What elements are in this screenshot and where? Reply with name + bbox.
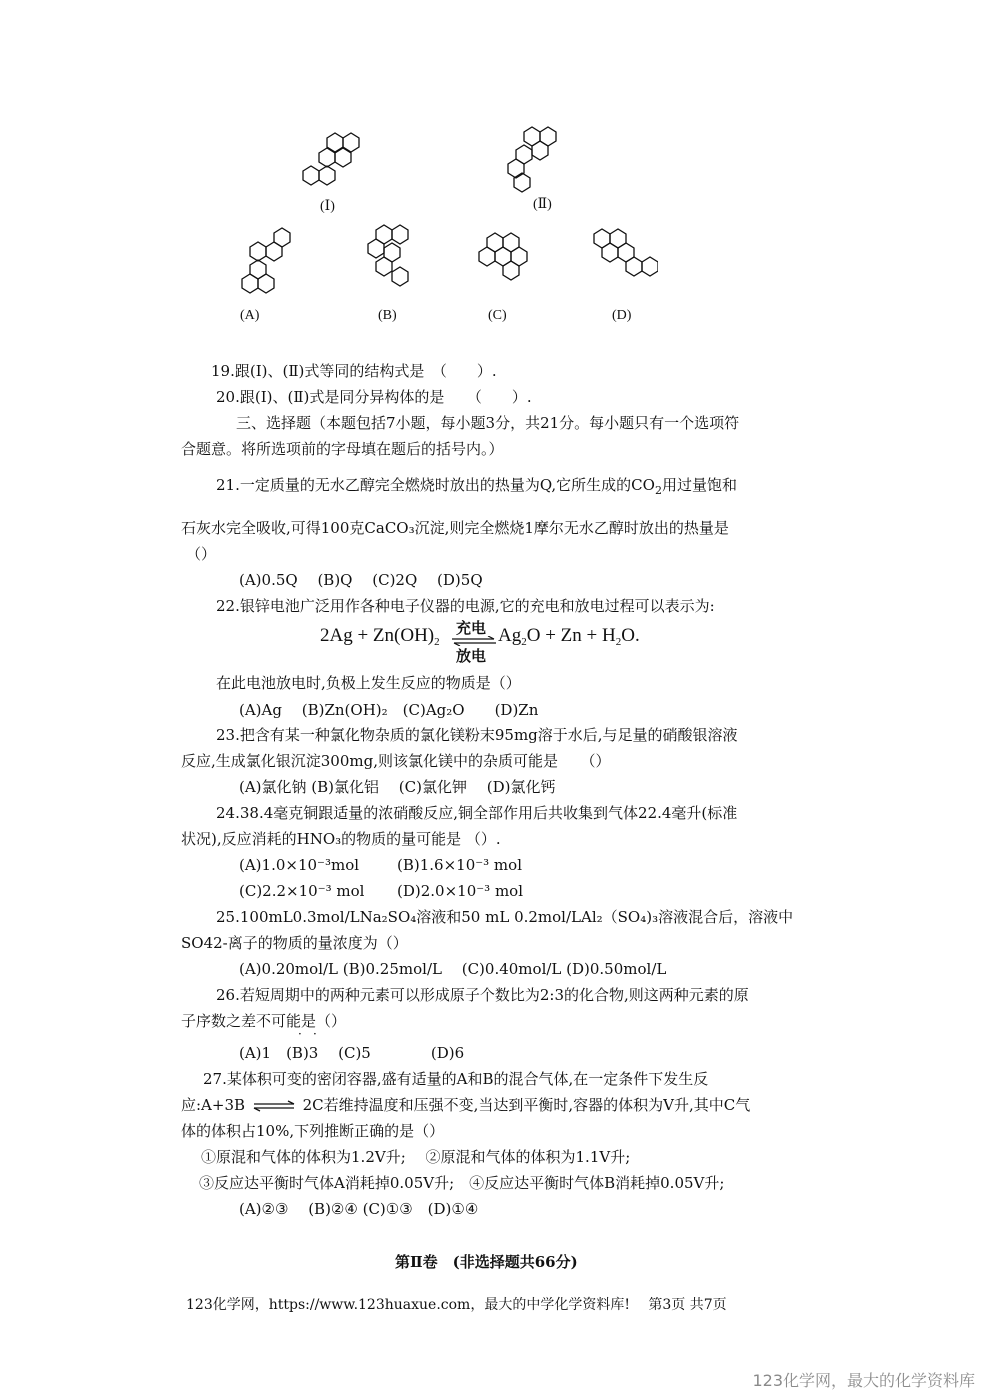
label-A: (A)	[240, 308, 260, 323]
page-footer: 123化学网，https://www.123huaxue.com，最大的中学化学资料库! 第3页 共7页	[186, 1297, 727, 1313]
question-24-option-d: (D)2.0×10⁻³ mol	[397, 882, 523, 900]
label-I: (Ⅰ)	[320, 199, 335, 214]
label-B: (B)	[378, 308, 397, 323]
q21-sub: 2	[654, 484, 662, 497]
question-24-option-c: (C)2.2×10⁻³ mol	[239, 882, 365, 900]
q27-eq-right: 2C若维持温度和压强不变,当达到平衡时,容器的体积为V升,其中C气	[302, 1096, 751, 1114]
question-23-options: (A)氯化钠 (B)氯化铝 (C)氯化钾 (D)氯化钙	[239, 778, 556, 796]
section-3-instructions-line2: 合题意。将所选项前的字母填在题后的括号内。）	[181, 440, 504, 458]
structure-I-figure	[296, 125, 376, 195]
question-26-options: (A)1 (B)3 (C)5 (D)6	[239, 1044, 465, 1062]
question-24-option-a: (A)1.0×10⁻³mol	[239, 856, 360, 874]
eq-left: 2Ag + Zn(OH)	[320, 625, 435, 646]
question-27-line3: 体的体积占10%,下列推断正确的是（）	[181, 1122, 445, 1140]
arrow-label-discharge: 放电	[456, 647, 487, 665]
question-21-line3: （）	[186, 545, 217, 563]
emphasis-dot: ·	[298, 1027, 302, 1041]
question-24-line1: 24.38.4毫克铜跟适量的浓硝酸反应,铜全部作用后共收集到气体22.4毫升(标准	[216, 804, 738, 822]
question-22-line1: 22.银锌电池广泛用作各种电子仪器的电源,它的充电和放电过程可以表示为:	[216, 597, 715, 615]
structure-II-figure	[500, 122, 570, 202]
question-25-options: (A)0.20mol/L (B)0.25mol/L (C)0.40mol/L (D)0.50mol/L	[239, 960, 667, 978]
part-2-title: 第Ⅱ卷 (非选择题共66分)	[395, 1253, 578, 1271]
question-27-statements-2: ③反应达平衡时气体A消耗掉0.05V升; ④反应达平衡时气体B消耗掉0.05V升;	[199, 1174, 725, 1192]
question-21-line2: 石灰水完全吸收,可得100克CaCO₃沉淀,则完全燃烧1摩尔无水乙醇时放出的热量是	[181, 519, 729, 537]
question-27-statements-1: ①原混和气体的体积为1.2V升; ②原混和气体的体积为1.1V升;	[201, 1148, 631, 1166]
label-II: (Ⅱ)	[533, 197, 552, 212]
question-21-options: (A)0.5Q (B)Q (C)2Q (D)5Q	[239, 571, 483, 589]
eq-left-sub: 2	[434, 636, 440, 648]
question-27-options: (A)②③ (B)②④ (C)①③ (D)①④	[239, 1200, 479, 1218]
question-25-line1: 25.100mL0.3mol/LNa₂SO₄溶液和50 mL 0.2mol/LAl₂（SO₄)₃溶液混合后，溶液中	[216, 908, 794, 926]
label-C: (C)	[488, 308, 507, 323]
structure-A-figure	[236, 225, 300, 305]
eq-right-b: O + Zn + H	[526, 625, 616, 646]
question-24-option-b: (B)1.6×10⁻³ mol	[397, 856, 522, 874]
question-22-line2: 在此电池放电时,负极上发生反应的物质是（）	[216, 674, 521, 692]
equilibrium-arrow-icon	[252, 1100, 296, 1112]
question-26-line2: 子序数之差不可能是（）	[181, 1012, 347, 1030]
label-D: (D)	[612, 308, 632, 323]
question-26-line1: 26.若短周期中的两种元素可以形成原子个数比为2:3的化合物,则这两种元素的原	[216, 986, 749, 1004]
q27-eq-left: 应:A+3B	[181, 1096, 246, 1114]
question-20: 20.跟(Ⅰ)、(Ⅱ)式是同分异构体的是 （ ）.	[216, 388, 532, 406]
question-27-line1: 27.某体积可变的密闭容器,盛有适量的A和B的混合气体,在一定条件下发生反	[203, 1070, 709, 1088]
emphasis-dot: ·	[313, 1027, 317, 1041]
eq-right-a: Ag	[498, 625, 522, 646]
q21-text-b: 用过量饱和	[661, 476, 737, 494]
question-27-line2	[181, 1095, 750, 1115]
structure-C-figure	[470, 228, 536, 288]
question-21-line1	[216, 475, 737, 501]
question-23-line2: 反应,生成氯化银沉淀300mg,则该氯化镁中的杂质可能是 （）	[181, 752, 611, 770]
q21-text-a: 21.一定质量的无水乙醇完全燃烧时放出的热量为Q,它所生成的CO	[216, 476, 655, 494]
battery-equation	[320, 625, 440, 648]
eq-right-c: O.	[621, 625, 640, 646]
arrow-label-charge: 充电	[456, 619, 487, 637]
structure-D-figure	[586, 222, 658, 286]
question-23-line1: 23.把含有某一种氯化物杂质的氯化镁粉末95mg溶于水后,与足量的硝酸银溶液	[216, 726, 738, 744]
question-22-options: (A)Ag (B)Zn(OH)₂ (C)Ag₂O (D)Zn	[239, 701, 539, 719]
section-3-instructions-line1: 三、选择题（本题包括7小题，每小题3分，共21分。每小题只有一个选项符	[236, 414, 740, 432]
equilibrium-arrow	[452, 617, 496, 663]
eq-right-sub2: 2	[615, 636, 622, 648]
eq-right-sub1: 2	[521, 636, 527, 648]
question-24-line2: 状况),反应消耗的HNO₃的物质的量可能是 （）.	[181, 830, 501, 848]
question-19: 19.跟(Ⅰ)、(Ⅱ)式等同的结构式是 （ ）.	[211, 362, 497, 380]
battery-equation-right	[498, 625, 640, 648]
question-25-line2: SO42-离子的物质的量浓度为（）	[181, 934, 408, 952]
watermark: 123化学网，最大的化学资料库	[752, 1371, 975, 1390]
structure-B-figure	[362, 222, 422, 302]
